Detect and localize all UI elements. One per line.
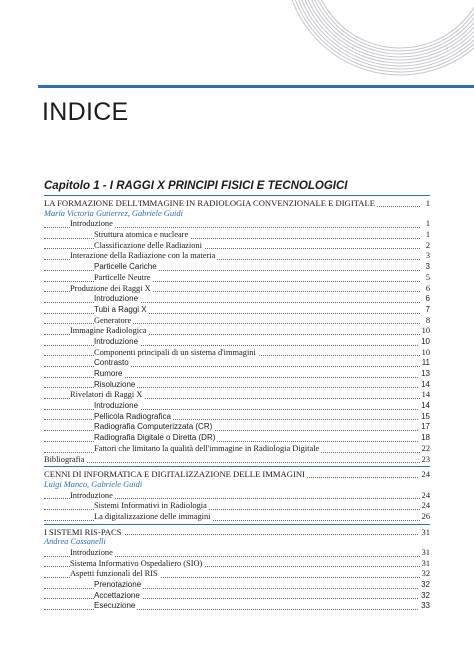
entry-title: Accettazione xyxy=(94,590,140,600)
chapter-heading: Capitolo 1 - I RAGGI X PRINCIPI FISICI E TECNOLOGICI xyxy=(44,180,348,192)
section-heading xyxy=(44,469,430,480)
toc-entry xyxy=(44,284,430,295)
page-number: 17 xyxy=(421,422,430,432)
page-number: 7 xyxy=(425,304,430,314)
toc-entry xyxy=(44,569,430,580)
decorative-arcs xyxy=(0,0,474,90)
page-number: 31 xyxy=(421,548,430,557)
toc-entry xyxy=(44,401,430,412)
entry-title: Fattori che limitano la qualità dell'immagine in Radiologia Digitale xyxy=(94,443,320,453)
page-number: 24 xyxy=(421,490,430,500)
entry-title: Risoluzione xyxy=(94,379,136,389)
page-number: 14 xyxy=(421,401,430,411)
toc-entry xyxy=(44,230,430,241)
toc-entry xyxy=(44,219,430,230)
entry-title: Componenti principali di un sistema d'immagini xyxy=(94,347,256,357)
page-number: 32 xyxy=(421,569,430,579)
page-number: 22 xyxy=(421,443,430,453)
page-number: 18 xyxy=(421,433,430,443)
entry-title: Introduzione xyxy=(70,490,113,500)
entry-title: La digitalizzazione delle immagini xyxy=(94,511,211,521)
page-number: 5 xyxy=(425,272,430,282)
toc-entry xyxy=(44,512,430,523)
page-number: 8 xyxy=(425,315,430,325)
page-number: 2 xyxy=(425,240,430,250)
entry-title: Esecuzione xyxy=(94,601,136,611)
section-rule xyxy=(44,466,430,467)
entry-title: Sistema Informativo Ospedaliero (SIO) xyxy=(70,558,203,568)
table-of-contents xyxy=(44,198,430,612)
page-number: 32 xyxy=(421,590,430,600)
page-number: 13 xyxy=(421,369,430,378)
page-number: 1 xyxy=(425,219,430,229)
dot-leader xyxy=(44,462,420,463)
toc-entry xyxy=(44,358,430,369)
toc-entry xyxy=(44,422,430,433)
entry-title: Sistemi Informativi in Radiologia xyxy=(94,501,207,511)
page-number: 32 xyxy=(421,580,430,590)
page-number: 1 xyxy=(425,198,430,208)
page-number: 23 xyxy=(421,454,430,464)
entry-title: Tubi a Raggi X xyxy=(94,304,147,314)
page-number: 3 xyxy=(425,251,430,261)
page-number: 11 xyxy=(421,358,430,368)
page-title: INDICE xyxy=(42,98,129,126)
entry-title: LA FORMAZIONE DELL'IMMAGINE IN RADIOLOGIA CONVENZIONALE E DIGITALE xyxy=(44,198,375,208)
page-number: 24 xyxy=(421,501,430,511)
entry-title: Classificazione delle Radiazioni xyxy=(94,240,202,250)
toc-entry xyxy=(44,305,430,316)
toc-entry xyxy=(44,580,430,591)
entry-title: Bibliografia xyxy=(44,454,85,464)
header-rule xyxy=(38,85,474,88)
toc-entry xyxy=(44,390,430,401)
toc-entry xyxy=(44,241,430,252)
toc-entry xyxy=(44,444,430,455)
entry-title: Prenotazione xyxy=(94,580,142,590)
entry-title: Immagine Radiologica xyxy=(70,326,147,336)
page-number: 10 xyxy=(421,326,430,336)
toc-entry xyxy=(44,273,430,284)
entry-title: Produzione dei Raggi X xyxy=(70,283,151,293)
page-number: 31 xyxy=(421,526,430,537)
toc-entry xyxy=(44,337,430,348)
entry-title: Pellicola Radiografica xyxy=(94,411,171,421)
entry-title: Introduzione xyxy=(70,219,113,229)
page-number: 24 xyxy=(421,469,430,480)
entry-title: Radiografia Digitale o Diretta (DR) xyxy=(94,433,216,443)
page-number: 6 xyxy=(425,294,430,304)
page-number: 3 xyxy=(425,262,430,272)
toc-entry xyxy=(44,262,430,273)
page-number: 31 xyxy=(421,558,430,568)
toc-entry xyxy=(44,251,430,262)
entry-title: Rumore xyxy=(94,369,123,378)
toc-entry xyxy=(44,591,430,602)
page-number: 14 xyxy=(421,379,430,389)
page-number: 26 xyxy=(421,511,430,521)
page-number: 15 xyxy=(421,411,430,421)
page-number: 10 xyxy=(421,336,430,346)
entry-title: Introduzione xyxy=(94,336,139,346)
entry-title: Luigi Manco, Gabriele Guidi xyxy=(44,479,143,489)
page-number: 10 xyxy=(421,347,430,357)
entry-title: Contrasto xyxy=(94,358,129,368)
section-authors xyxy=(44,209,430,220)
page-number: 33 xyxy=(421,601,430,611)
entry-title: Introduzione xyxy=(70,548,113,557)
toc-entry xyxy=(44,369,430,380)
toc-entry xyxy=(44,348,430,359)
chapter-rule xyxy=(44,195,430,196)
toc-entry xyxy=(44,380,430,391)
section-heading xyxy=(44,527,430,538)
entry-title: I SISTEMI RIS-PACS xyxy=(44,526,122,537)
section-rule xyxy=(44,524,430,525)
entry-title: Particelle Cariche xyxy=(94,262,157,272)
page-number: 14 xyxy=(421,390,430,400)
entry-title: Interazione della Radiazione con la materia xyxy=(70,251,216,261)
section-authors xyxy=(44,480,430,491)
entry-title: Generatore xyxy=(94,315,132,325)
entry-title: Particelle Neutre xyxy=(94,272,151,282)
toc-entry xyxy=(44,433,430,444)
entry-title: Introduzione xyxy=(94,401,139,411)
toc-entry xyxy=(44,491,430,502)
toc-entry xyxy=(44,548,430,559)
entry-title: Andrea Cassanelli xyxy=(44,537,106,547)
entry-title: Radiografia Computerizzata (CR) xyxy=(94,422,213,432)
toc-entry xyxy=(44,559,430,570)
entry-title: Aspetti funzionali del RIS xyxy=(70,569,158,579)
entry-title: Rivelatori di Raggi X xyxy=(70,390,143,400)
entry-title: Maria Victoria Gutierrez, Gabriele Guidi xyxy=(44,208,183,218)
toc-entry xyxy=(44,326,430,337)
page-number: 6 xyxy=(425,283,430,293)
section-heading xyxy=(44,198,430,209)
toc-entry xyxy=(44,601,430,612)
toc-entry xyxy=(44,455,430,466)
toc-entry xyxy=(44,412,430,423)
entry-title: Struttura atomica e nucleare xyxy=(94,230,189,240)
entry-title: Introduzione xyxy=(94,294,139,304)
toc-entry xyxy=(44,316,430,327)
page-number: 1 xyxy=(425,230,430,240)
section-authors xyxy=(44,537,430,548)
toc-entry xyxy=(44,501,430,512)
toc-entry xyxy=(44,294,430,305)
entry-title: CENNI DI INFORMATICA E DIGITALIZZAZIONE DELLE IMMAGINI xyxy=(44,469,305,480)
